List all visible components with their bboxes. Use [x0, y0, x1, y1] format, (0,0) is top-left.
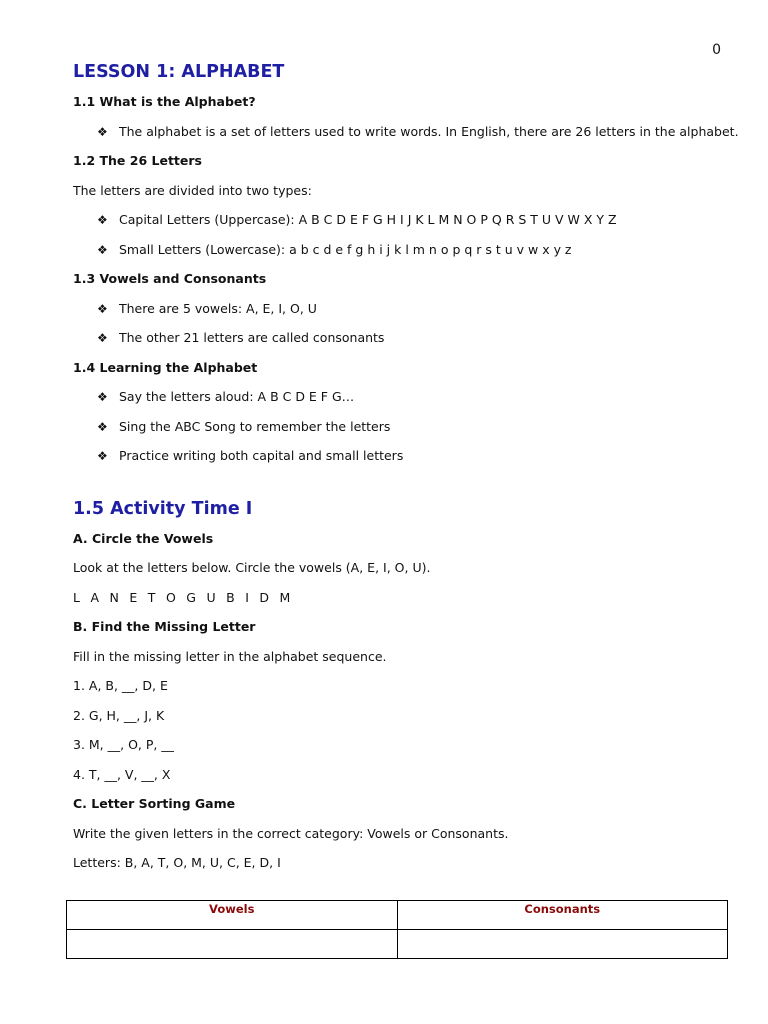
- sequence-item: 1. A, B, __, D, E: [73, 678, 168, 693]
- vowel-letters-row: [73, 583, 733, 613]
- letter: U: [206, 589, 216, 605]
- consonants-column-header: Consonants: [397, 901, 728, 930]
- paragraph: The letters are divided into two types:: [73, 182, 312, 198]
- bullet-text: Capital Letters (Uppercase): A B C D E F G H I J K L M N O P Q R S T U V W X Y Z: [119, 212, 617, 227]
- diamond-bullet-icon: ❖: [97, 124, 108, 139]
- diamond-bullet-icon: ❖: [97, 390, 108, 404]
- bullet-text: Say the letters aloud: A B C D E F G…: [119, 389, 355, 404]
- bullet-item: [73, 441, 733, 471]
- activity-c-instruction: Write the given letters in the correct category: Vowels or Consonants.: [73, 825, 509, 841]
- letter: E: [129, 589, 138, 605]
- diamond-bullet-icon: ❖: [97, 301, 108, 316]
- activity-c-heading: C. Letter Sorting Game: [73, 796, 236, 811]
- lesson-title: LESSON 1: ALPHABET: [73, 62, 285, 82]
- sequence-item: 3. M, __, O, P, __: [73, 737, 174, 752]
- sequence-item: 2. G, H, __, J, K: [73, 707, 165, 723]
- activity-b-instruction: Fill in the missing letter in the alphabet sequence.: [73, 648, 387, 664]
- activity-a-instruction: Look at the letters below. Circle the vowels (A, E, I, O, U).: [73, 560, 431, 575]
- letter: I: [245, 589, 249, 605]
- bullet-text: Practice writing both capital and small letters: [119, 448, 404, 463]
- sequence-item: 4. T, __, V, __, X: [73, 766, 171, 782]
- bullet-text: The other 21 letters are called consonants: [119, 330, 385, 345]
- letter: G: [186, 589, 196, 605]
- bullet-text: The alphabet is a set of letters used to write words. In English, there are 26 letters in the alphabet.: [119, 123, 739, 139]
- sorting-table: [66, 900, 728, 959]
- bullet-text: There are 5 vowels: A, E, I, O, U: [119, 300, 317, 316]
- letter: T: [147, 589, 156, 605]
- bullet-text: Sing the ABC Song to remember the letters: [119, 418, 391, 434]
- letter: N: [109, 589, 119, 605]
- document-body: [73, 58, 739, 878]
- section-heading-1-2: 1.2 The 26 Letters: [73, 153, 202, 168]
- bullet-item: [73, 205, 733, 235]
- bullet-item: [73, 323, 733, 353]
- vowels-answer-cell[interactable]: [67, 930, 398, 959]
- letter: B: [226, 589, 235, 605]
- bullet-item: [73, 294, 733, 324]
- bullet-text: Small Letters (Lowercase): a b c d e f g h i j k l m n o p q r s t u v w x y z: [119, 241, 572, 257]
- letter: O: [165, 589, 176, 605]
- consonants-answer-cell[interactable]: [397, 930, 728, 959]
- diamond-bullet-icon: ❖: [97, 242, 108, 257]
- bullet-item: [73, 412, 733, 442]
- activity-b-heading: B. Find the Missing Letter: [73, 619, 256, 634]
- letter: A: [90, 589, 100, 605]
- diamond-bullet-icon: ❖: [97, 213, 108, 227]
- section-heading-1-4: 1.4 Learning the Alphabet: [73, 359, 258, 375]
- vowels-column-header: Vowels: [67, 901, 398, 930]
- activity-a-heading: A. Circle the Vowels: [73, 530, 214, 546]
- activity-title: 1.5 Activity Time I: [73, 498, 253, 519]
- letter: L: [73, 589, 80, 605]
- diamond-bullet-icon: ❖: [97, 419, 108, 434]
- diamond-bullet-icon: ❖: [97, 331, 108, 345]
- letter: M: [279, 589, 291, 605]
- letters-to-sort: Letters: B, A, T, O, M, U, C, E, D, I: [73, 855, 281, 870]
- section-heading-1-1: 1.1 What is the Alphabet?: [73, 94, 256, 109]
- letter: D: [259, 589, 270, 605]
- section-heading-1-3: 1.3 Vowels and Consonants: [73, 271, 267, 286]
- bullet-item: [73, 235, 733, 265]
- page-number: 0: [712, 42, 721, 58]
- diamond-bullet-icon: ❖: [97, 449, 108, 463]
- bullet-item: [73, 382, 733, 412]
- bullet-item: [73, 117, 739, 147]
